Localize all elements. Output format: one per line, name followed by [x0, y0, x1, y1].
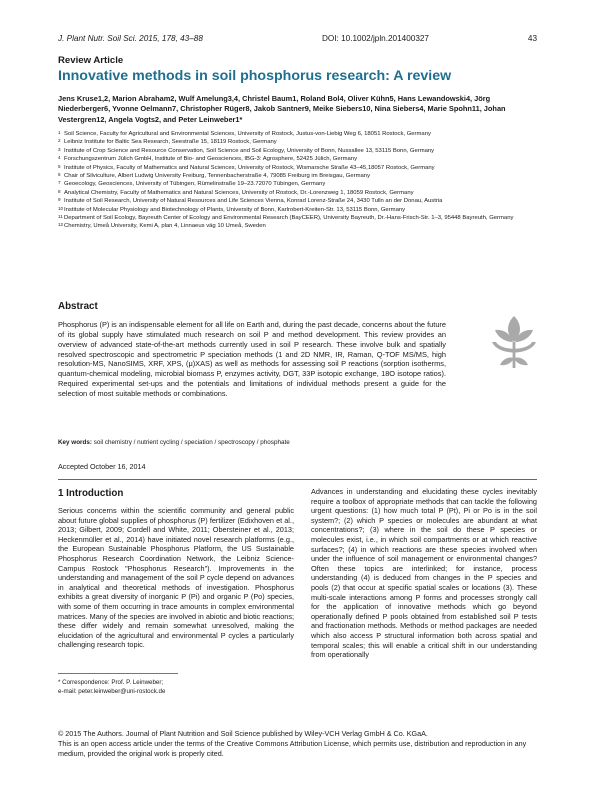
journal-leaf-logo-icon: [486, 312, 542, 374]
affiliation-number: 2: [58, 138, 61, 144]
affiliation-text: Chemistry, Umeå University, Kemi A, plan 4, Linnaeus väg 10 Umeå, Sweden: [64, 223, 266, 230]
affiliation-item: [58, 206, 558, 214]
article-title: Innovative methods in soil phosphorus research: A review: [58, 68, 452, 84]
author-list: Jens Kruse1,2, Marion Abraham2, Wulf Amelung3,4, Christel Baum1, Roland Bol4, Oliver Kühn5, Hans Lewandowski4, Jörg Niederberger6, Yvonne Oelmann7, Christopher Rüger8, Jakob Santner9, Meike Siebers10, Nina Siebers4, Marie Spohn11, Johan Vestergren12, Angela Vogts2, and Peter Leinweber1*: [58, 94, 506, 124]
footnote: [58, 678, 165, 696]
correspondence-email[interactable]: e-mail: peter.leinweber@uni-rostock.de: [58, 688, 166, 695]
accepted-date: Accepted October 16, 2014: [58, 462, 146, 471]
doi[interactable]: DOI: 10.1002/jpln.201400327: [322, 34, 429, 43]
affiliation-text: Analytical Chemistry, Faculty of Mathematics and Natural Sciences, University of Rostock, Dr.-Lorenzweg 1, 18059 Rostock, Germany: [64, 189, 414, 196]
affiliation-number: 10: [58, 205, 64, 211]
affiliation-item: [58, 172, 558, 180]
license-text: This is an open access article under the terms of the Creative Commons Attribution License, which permits use, distribution and reproduction in any medium, provided the original work is properly cited.: [58, 739, 527, 758]
affiliation-text: Institute of Physics, Faculty of Mathematics and Natural Sciences, University of Rostock, Wismarsche Straße 43–45,18057 Rostock, Germany: [64, 164, 435, 171]
affiliation-text: Institute of Soil Research, University of Natural Resources and Life Sciences Vienna, Konrad Lorenz-Straße 24, 3430 Tulln an der Donau, Austria: [64, 198, 443, 205]
running-header: [58, 34, 537, 46]
keywords-list: soil chemistry / nutrient cycling / speciation / spectroscopy / phosphate: [93, 439, 290, 446]
affiliation-text: Geoecology, Geosciences, University of Tübingen, Rümelinstraße 19–23.72070 Tübingen, Germany: [64, 181, 326, 188]
affiliation-number: 11: [58, 214, 63, 220]
affiliation-text: Institute of Crop Science and Resource Conservation, Soil Science and Soil Ecology, University of Bonn, Nussallee 13, 53115 Bonn, Germany: [64, 147, 435, 154]
affiliation-number: 9: [58, 197, 61, 203]
affiliation-item: [58, 222, 558, 230]
affiliation-number: 5: [58, 163, 61, 169]
article-type: Review Article: [58, 55, 124, 66]
affiliation-number: 8: [58, 188, 61, 194]
abstract-heading: Abstract: [58, 301, 98, 312]
affiliations: [58, 130, 558, 231]
affiliation-number: 12: [58, 222, 64, 228]
affiliation-text: Institute of Molecular Physiology and Biotechnology of Plants, University of Bonn, Karlrobert-Kreiten-Str. 13, 53115 Bonn, Germany: [64, 206, 406, 213]
affiliation-number: 6: [58, 172, 61, 178]
correspondence-note: * Correspondence: Prof. P. Leinweber;: [58, 679, 164, 686]
affiliation-item: [58, 214, 558, 222]
affiliation-item: [58, 155, 558, 163]
keywords-label: Key words:: [58, 439, 92, 446]
affiliation-item: [58, 138, 558, 146]
affiliation-number: 7: [58, 180, 61, 186]
affiliation-text: Chair of Silviculture, Albert Ludwig University Freiburg, Tennenbacherstraße 4, 79085 Freiburg im Breisgau, Germany: [64, 173, 371, 180]
affiliation-item: [58, 147, 558, 155]
affiliation-item: [58, 197, 558, 205]
section-heading-introduction: 1 Introduction: [58, 488, 124, 499]
keywords: [58, 439, 290, 446]
affiliation-text: Soil Science, Faculty for Agricultural and Environmental Sciences, University of Rostock, Justus-von-Liebig Weg 6, 18051 Rostock, Germany: [64, 131, 431, 137]
affiliation-text: Leibniz Institute for Baltic Sea Research, Seestraße 15, 18119 Rostock, Germany: [64, 139, 277, 146]
affiliation-number: 4: [58, 155, 61, 161]
introduction-column-2: Advances in understanding and elucidating these cycles inevitably require a toolbox of appropriate methods that can tackle the following urgent questions: (1) how much total P (Pt), Pi or Po is in the soil system?; (2) which P species or molecules are abundant at what concentrations?; (3) where in the soil do these P species or molecules exist, i.e., in which soil compartments or at which reactive surfaces?; (4) in which reactions are these species involved when under the influence of soil management or environmental changes? Often these topics are interlinked; for instance, process understanding (4) is deduced from changes in the P species and pools (2) that occur at specific spatial scales or locations (3). These multi-scale interactions among P forms and processes strongly call for the application of innovative methods which go beyond operationally defined P pools obtained from established soil P tests and fractionation methods. Methods or method packages are needed which also access P structural information both across spatial and temporal scales; this will enable a critical shift in our understanding from operationally: [311, 487, 537, 660]
page-number: 43: [527, 34, 537, 43]
divider: [58, 479, 537, 480]
introduction-column-1: Serious concerns within the scientific community and general public about future global supplies of phosphorus (P) fertilizer (Edixhoven et al., 2013; Gilbert, 2009; Cordell and White, 2011; Obersteiner et al., 2013; Heckenmüller et al., 2014) have initiated novel research platforms (e.g., the European Sustainable Phosphorus Platform, the US Sustainable Phosphorus Research Coordination Network, the Leibniz Science-Campus Rostock "Phosphorus Research"). Improvements in the understanding and management of the soil P cycle depend on advances in analytical and theoretical methods of investigation. Phosphorus exhibits a great diversity of inorganic P (Pi) and organic P (Po) species, with some of them occurring in trace amounts in complex environmental matrices. Many of the species are involved in abiotic and biotic reactions; these differ widely and remain somewhat unresolved, making the elucidation of the agricultural and environmental P cycles a particularly challenging research topic.: [58, 506, 294, 650]
affiliation-item: [58, 180, 558, 188]
affiliation-number: 3: [58, 146, 61, 152]
journal-citation: J. Plant Nutr. Soil Sci. 2015, 178, 43–88: [58, 34, 203, 43]
footnote-divider: [58, 673, 178, 674]
affiliation-text: Forschungszentrum Jülich GmbH, Institute of Bio- and Geosciences, IBG-3: Agrosphere, 52425 Jülich, Germany: [64, 156, 358, 163]
license-notice: [58, 729, 537, 759]
affiliation-text: Department of Soil Ecology, Bayreuth Center of Ecology and Environmental Research (BayCEER), University Bayreuth, Dr.-Hans-Frisch-Str. 1–3, 95448 Bayreuth, Germany: [64, 215, 514, 222]
affiliation-item: [58, 164, 558, 172]
affiliation-item: [58, 189, 558, 197]
copyright-line: © 2015 The Authors. Journal of Plant Nutrition and Soil Science published by Wiley-VCH Verlag GmbH & Co. KGaA.: [58, 729, 428, 738]
affiliation-item: [58, 130, 558, 138]
affiliation-number: 1: [58, 130, 61, 135]
abstract-text: Phosphorus (P) is an indispensable element for all life on Earth and, during the past decade, concerns about the future of its global supply have stimulated much research on soil P and method development. This review provides an overview of advanced state-of-the-art methods currently used in soil P research. These involve bulk and spatially resolved spectroscopic and spectrometric P speciation methods (1 and 2D NMR, IR, Raman, Q-TOF MS/MS, high resolution-MS, NanoSIMS, XRF, XPS, (μ)XAS) as well as methods for assessing soil P reactions (sorption isotherms, quantum-chemical modeling, microbial biomass P, enzymes activity, DGT, 33P isotopic exchange, 18O isotope ratios). Required experimental set-ups and the potentials and limitations of individual methods present a guide for the selection of most suitable methods or combinations.: [58, 320, 446, 398]
